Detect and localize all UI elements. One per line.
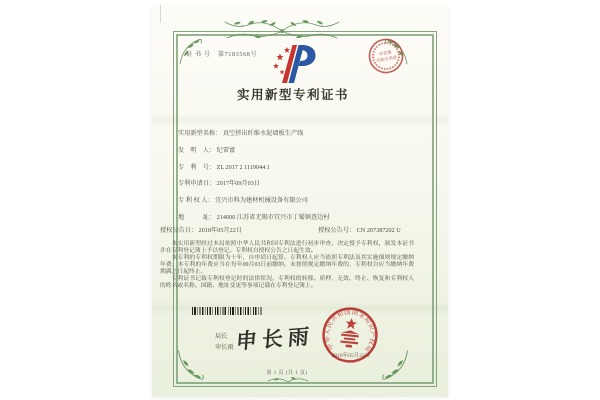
- field-label: 发 明 人 ：: [178, 147, 215, 154]
- barcode: [192, 307, 262, 315]
- field-row-filing-date: [178, 178, 260, 187]
- field-value: 宜兴市科为建材机械设备有限公司: [215, 197, 308, 204]
- field-row-patentee: [178, 195, 308, 204]
- seal-date: 2018年05月22日: [331, 353, 371, 359]
- bottom-sprig-icon: [264, 375, 312, 389]
- stamp-duty-seal: [364, 34, 408, 78]
- grant-number-row: [318, 225, 401, 234]
- cnipa-official-seal: [318, 303, 382, 367]
- director-name: 申长雨: [215, 344, 234, 351]
- stamp-line2: 代购专用章: [375, 54, 398, 64]
- field-row-patent-number: [178, 162, 270, 171]
- stamp-line1: 印花税: [378, 49, 393, 57]
- grant-number-label: 授权公告号 ：: [318, 227, 355, 234]
- certificate-number-row: [186, 49, 257, 58]
- legal-paragraph: 专利证书记载专利权登记时的法律状况。专利权的转移、质押、无效、终止、恢复和专利权人的姓名或名称、国籍、地址变更等事项记载在专利登记簿上。: [160, 276, 414, 289]
- certificate-number-label: 证 书 号: [186, 51, 211, 58]
- corner-vine-icon: [175, 350, 205, 385]
- grant-number-value: CN 207387202 U: [356, 227, 401, 234]
- grant-date-label: 授权公告日 ：: [160, 227, 197, 234]
- paper-edge-line: [160, 5, 161, 23]
- field-label: 专 利 权 人 ：: [178, 197, 214, 204]
- grant-date-value: 2018年05月22日: [198, 227, 242, 234]
- legal-paragraph: 本专利的专利权期限为十年，自申请日起算。专利权人应当依照专利法及其实施细则规定缴纳年费，本专利的年费应当在每年09月03日前缴纳。未按照规定缴纳年费的，专利权自应当缴纳年费期满之日起终止。: [160, 255, 414, 275]
- field-label: 专利申请日 ：: [178, 180, 215, 187]
- page-number: 第 1 页 (共 1 页): [266, 371, 308, 376]
- field-row-inventor: [178, 145, 235, 154]
- field-label: 实用新型名称 ：: [178, 130, 221, 137]
- patent-certificate: [152, 5, 448, 397]
- seal-text: 中华人民共和国国家知识产权局: [324, 309, 376, 353]
- field-value: 纪雷富: [216, 147, 236, 154]
- director-label: 局长: [215, 333, 228, 340]
- field-value: 214000 江苏省无锡市宜兴市丁蜀镇查边村: [216, 214, 330, 221]
- certificate-number-value: 第7183568号: [217, 51, 258, 58]
- certificate-title: 实用新型专利证书: [236, 88, 349, 102]
- field-label: 地 址 ：: [178, 214, 215, 221]
- legal-paragraph: 本实用新型经过本局依照中华人民共和国专利法进行初步审查，决定授予专利权，颁发本证书并在专利登记簿上予以登记。专利权自授权公告之日起生效。: [160, 241, 414, 254]
- field-row-address: [178, 212, 330, 221]
- garland-ornament-icon: [218, 18, 346, 42]
- field-value: ZL 2017 2 1119044.1: [216, 164, 270, 171]
- legal-text-block: [160, 241, 414, 290]
- director-block: [215, 331, 234, 353]
- patent-office-logo-icon: [270, 41, 316, 87]
- field-value: 2017年09月03日: [216, 180, 260, 187]
- director-signature: 申长雨: [235, 324, 315, 354]
- field-label: 专 利 号 ：: [178, 164, 215, 171]
- field-row-invention-name: [178, 128, 303, 137]
- field-value: 真空挤出纤维水泥墙板生产线: [222, 130, 304, 137]
- grant-date-row: [160, 225, 242, 234]
- national-emblem-icon: [340, 317, 361, 348]
